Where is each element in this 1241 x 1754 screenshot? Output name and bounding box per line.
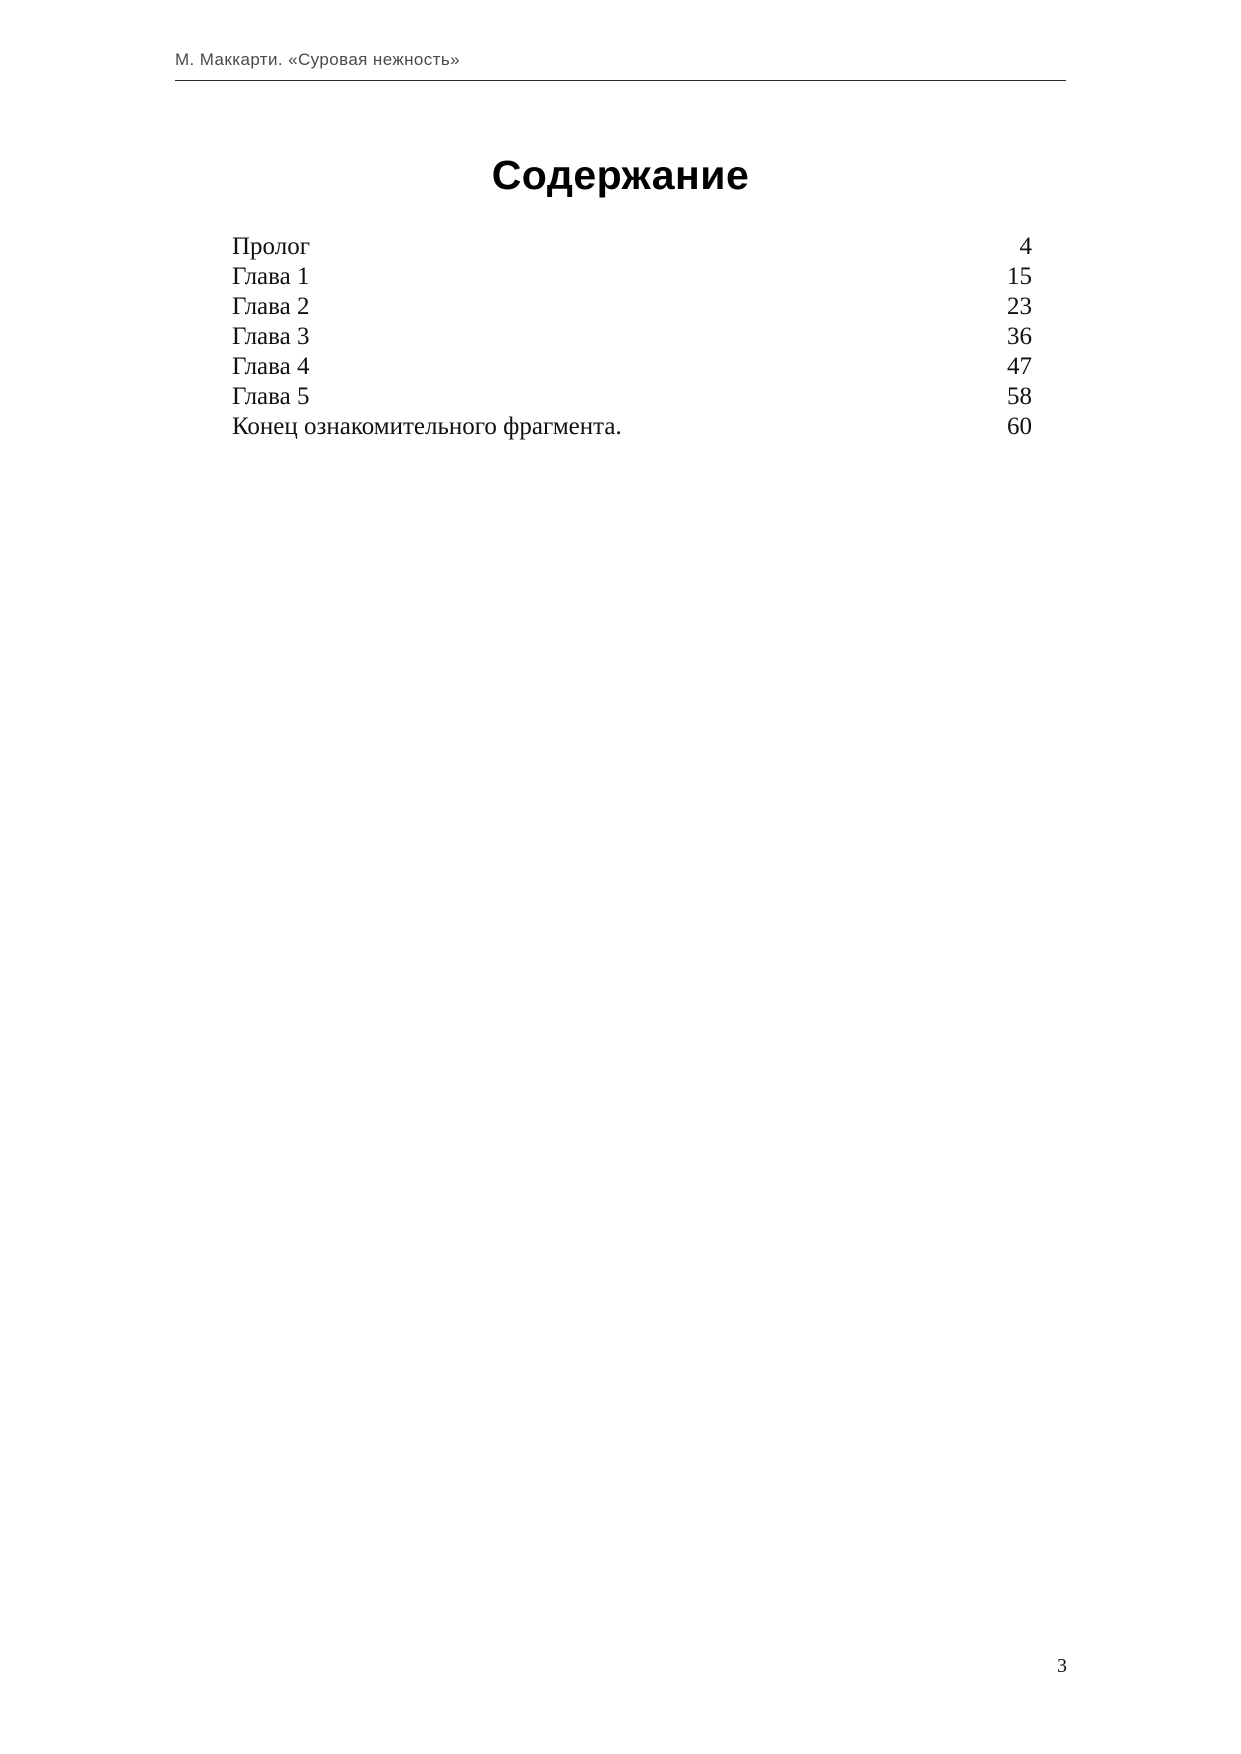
- header-divider: [175, 80, 1066, 81]
- toc-entry-label: Глава 4: [232, 353, 310, 380]
- toc-entry-label: Глава 3: [232, 323, 310, 350]
- toc-entry-page: 4: [1019, 233, 1032, 260]
- running-header: М. Маккарти. «Суровая нежность»: [175, 50, 460, 69]
- toc-entry-label: Пролог: [232, 233, 310, 260]
- toc-entry[interactable]: [232, 382, 1032, 412]
- toc-entry-page: 23: [1007, 293, 1032, 320]
- toc-entry[interactable]: [232, 412, 1032, 442]
- table-of-contents: [232, 232, 1032, 442]
- toc-entry[interactable]: [232, 352, 1032, 382]
- toc-entry[interactable]: [232, 322, 1032, 352]
- toc-entry[interactable]: [232, 262, 1032, 292]
- page-number: 3: [1057, 1655, 1067, 1677]
- toc-entry-label: Глава 1: [232, 263, 310, 290]
- toc-entry-page: 15: [1007, 263, 1032, 290]
- toc-entry-label: Конец ознакомительного фрагмента.: [232, 413, 622, 440]
- toc-entry-label: Глава 5: [232, 383, 310, 410]
- toc-entry-page: 58: [1007, 383, 1032, 410]
- page-title: Содержание: [491, 152, 750, 199]
- toc-entry[interactable]: [232, 292, 1032, 322]
- toc-entry-page: 47: [1007, 353, 1032, 380]
- toc-entry-page: 36: [1007, 323, 1032, 350]
- toc-entry[interactable]: [232, 232, 1032, 262]
- toc-entry-page: 60: [1007, 413, 1032, 440]
- toc-entry-label: Глава 2: [232, 293, 310, 320]
